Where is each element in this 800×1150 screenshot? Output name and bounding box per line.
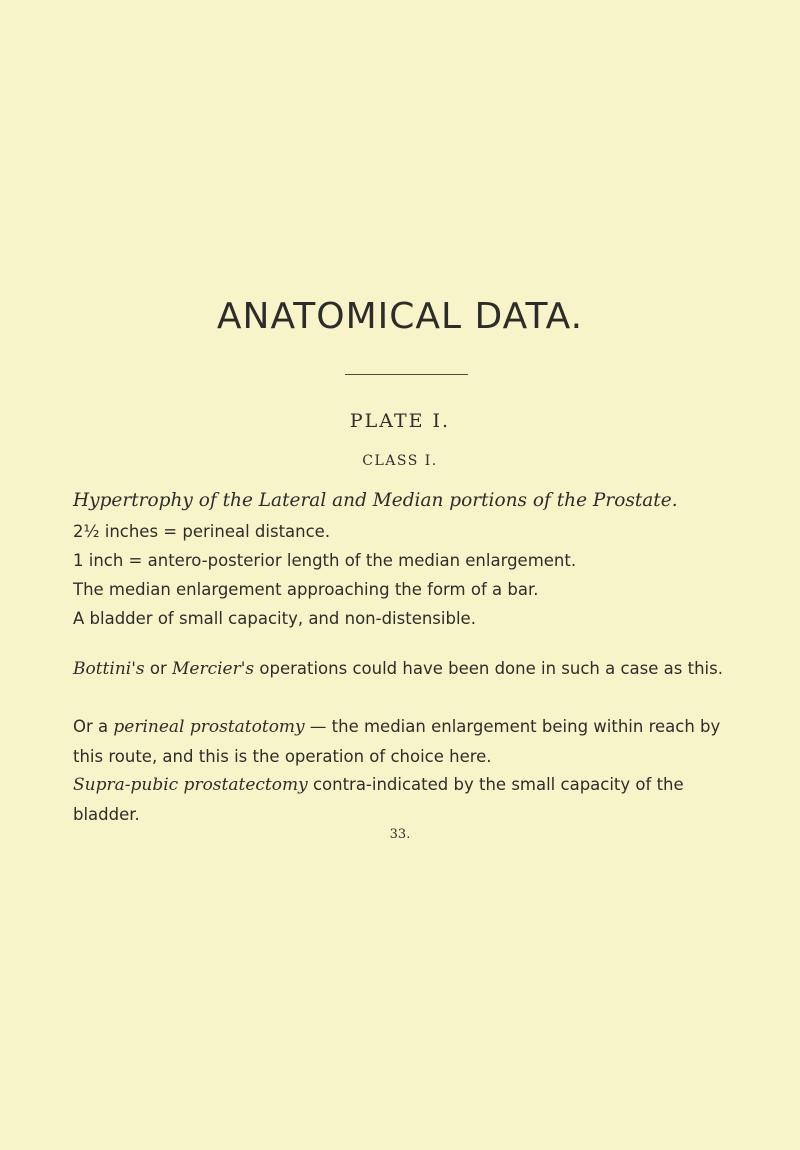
section-subtitle: Hypertrophy of the Lateral and Median portions of the Prostate. — [73, 490, 678, 511]
heading-divider — [345, 374, 468, 375]
paragraph-prostatectomy — [73, 770, 741, 829]
plate-title: PLATE I. — [349, 410, 451, 432]
paragraph-operations — [73, 654, 741, 684]
page-number: 33. — [389, 827, 411, 842]
data-line-bladder: A bladder of small capacity, and non-distensible. — [73, 609, 476, 628]
paragraph-prostatotomy — [73, 712, 741, 771]
page-heading: ANATOMICAL DATA. — [216, 296, 584, 337]
term-supra-pubic-prostatectomy: Supra-pubic prostatectomy — [73, 775, 308, 795]
term-perineal-prostatotomy: perineal prostatotomy — [113, 717, 305, 737]
conjunction-text: or — [144, 659, 172, 678]
paragraph-prostatectomy-text: contra-indicated by the small capacity of the bladder. — [73, 775, 684, 824]
surgeon-name-mercier: Mercier's — [172, 659, 255, 679]
paragraph-prostatotomy-text: — the median enlargement being within reach by this route, and this is the operation of choice here. — [73, 717, 721, 766]
data-line-perineal-distance: 2½ inches = perineal distance. — [73, 522, 331, 541]
data-line-median-form: The median enlargement approaching the form of a bar. — [73, 580, 539, 599]
class-label: CLASS I. — [362, 453, 438, 469]
paragraph-operations-text: operations could have been done in such a case as this. — [254, 659, 723, 678]
data-line-antero-posterior: 1 inch = antero-posterior length of the median enlargement. — [73, 551, 577, 570]
paragraph-prostatotomy-lead: Or a — [73, 717, 114, 736]
surgeon-name-bottini: Bottini's — [73, 659, 145, 679]
